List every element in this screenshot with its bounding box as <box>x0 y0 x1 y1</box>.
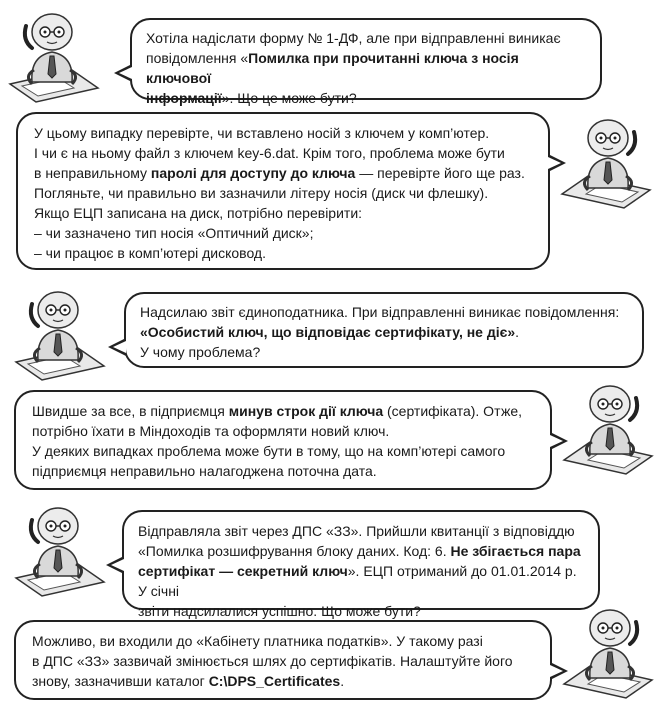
text-line <box>138 541 584 561</box>
text-line <box>34 163 532 183</box>
answer-text-2 <box>32 401 534 481</box>
answer-bubble-1 <box>16 112 550 270</box>
text-segment: підприємця неправильно налагоджена поточна дата. <box>32 463 377 479</box>
text-line <box>32 631 534 651</box>
text-segment: У чому проблема? <box>140 344 261 360</box>
text-segment: – чи зазначено тип носія «Оптичний диск»; <box>34 225 314 241</box>
text-segment: в ДПС «ЗЗ» зазвичай змінюється шлях до сертифікатів. Налаштуйте його <box>32 653 513 669</box>
text-segment: У цьому випадку перевірте, чи вставлено носій з ключем у комп’ютер. <box>34 125 490 141</box>
consultant-figure-1 <box>558 110 658 210</box>
questioner-figure-3 <box>8 498 108 598</box>
text-line <box>32 401 534 421</box>
text-line <box>146 88 586 108</box>
text-line <box>32 671 534 691</box>
text-line <box>140 302 628 322</box>
text-line <box>138 561 584 601</box>
question-bubble-1 <box>130 18 602 106</box>
bold-text: минув строк дії ключа <box>228 403 384 419</box>
consultant-on-phone-icon <box>560 600 660 700</box>
text-segment: – чи працює в комп’ютері дисковод. <box>34 245 266 261</box>
consultant-figure-3 <box>560 600 660 700</box>
text-segment: знову, зазначивши каталог <box>32 673 209 689</box>
consultant-figure-2 <box>560 376 660 476</box>
question-bubble-2 <box>124 292 644 368</box>
bold-text: сертифікат — секретний ключ <box>138 563 348 579</box>
text-segment: — перевірте його ще раз. <box>355 165 525 181</box>
text-line <box>140 322 628 342</box>
text-segment: Якщо ЕЦП записана на диск, потрібно перевірити: <box>34 205 363 221</box>
text-line <box>32 421 534 441</box>
bold-text: інформації <box>146 90 222 106</box>
answer-bubble-2 <box>14 390 552 490</box>
bold-text: Помилка при прочитанні ключа з носія ключової <box>146 50 519 86</box>
question-text-1 <box>146 28 586 108</box>
question-bubble-3 <box>122 510 600 619</box>
questioner-at-desk-icon <box>2 4 102 104</box>
text-segment: в неправильному <box>34 165 151 181</box>
text-line <box>34 243 532 263</box>
text-segment: ». Що це може бути? <box>221 90 357 106</box>
text-line <box>32 651 534 671</box>
text-segment: У деяких випадках проблема може бути в тому, що на комп’ютері самого <box>32 443 506 459</box>
text-line <box>138 601 584 621</box>
text-segment: ». ЕЦП отриманий до 01.01.2014 р. У січні <box>138 563 577 599</box>
bold-text: «Особистий ключ, що відповідає сертифікату, не діє» <box>140 324 516 340</box>
text-line <box>34 223 532 243</box>
questioner-at-desk-icon <box>8 282 108 382</box>
consultant-on-phone-icon <box>560 376 660 476</box>
text-segment: . <box>515 324 520 340</box>
bold-text: C:\DPS_Certificates <box>208 673 341 689</box>
text-segment: повідомлення « <box>146 50 249 66</box>
questioner-figure-2 <box>8 282 108 382</box>
question-text-2 <box>140 302 628 362</box>
text-line <box>34 143 532 163</box>
questioner-at-desk-icon <box>8 498 108 598</box>
text-line <box>34 203 532 223</box>
text-segment: (сертифіката). Отже, <box>383 403 522 419</box>
bold-text: паролі для доступу до ключа <box>150 165 356 181</box>
text-segment: Можливо, ви входили до «Кабінету платника податків». У такому разі <box>32 633 483 649</box>
answer-bubble-3 <box>14 620 552 700</box>
text-segment: Хотіла надіслати форму № 1-ДФ, але при відправленні виникає <box>146 30 561 46</box>
questioner-figure-1 <box>2 4 102 104</box>
text-line <box>146 48 586 88</box>
text-segment: «Помилка розшифрування блоку даних. Код: 6. <box>138 543 451 559</box>
text-segment: І чи є на ньому файл з ключем key-6.dat. Крім того, проблема може бути <box>34 145 505 161</box>
answer-text-3 <box>32 631 534 691</box>
text-segment: Швидше за все, в підприємця <box>32 403 229 419</box>
text-line <box>34 123 532 143</box>
bold-text: Не збігається пара <box>450 543 581 559</box>
answer-text-1 <box>34 123 532 263</box>
text-segment: потрібно їхати в Міндоходів та оформляти новий ключ. <box>32 423 390 439</box>
text-segment: Погляньте, чи правильно ви зазначили літеру носія (диск чи флешку). <box>34 185 489 201</box>
text-line <box>32 441 534 461</box>
text-line <box>138 521 584 541</box>
text-line <box>146 28 586 48</box>
text-segment: Відправляла звіт через ДПС «ЗЗ». Прийшли квитанції з відповіддю <box>138 523 575 539</box>
consultant-on-phone-icon <box>558 110 658 210</box>
text-line <box>32 461 534 481</box>
text-segment: . <box>340 673 345 689</box>
text-segment: звіти надсилалися успішно. Що може бути? <box>138 603 421 619</box>
text-line <box>34 183 532 203</box>
question-text-3 <box>138 521 584 621</box>
text-line <box>140 342 628 362</box>
text-segment: Надсилаю звіт єдиноподатника. При відправленні виникає повідомлення: <box>140 304 620 320</box>
